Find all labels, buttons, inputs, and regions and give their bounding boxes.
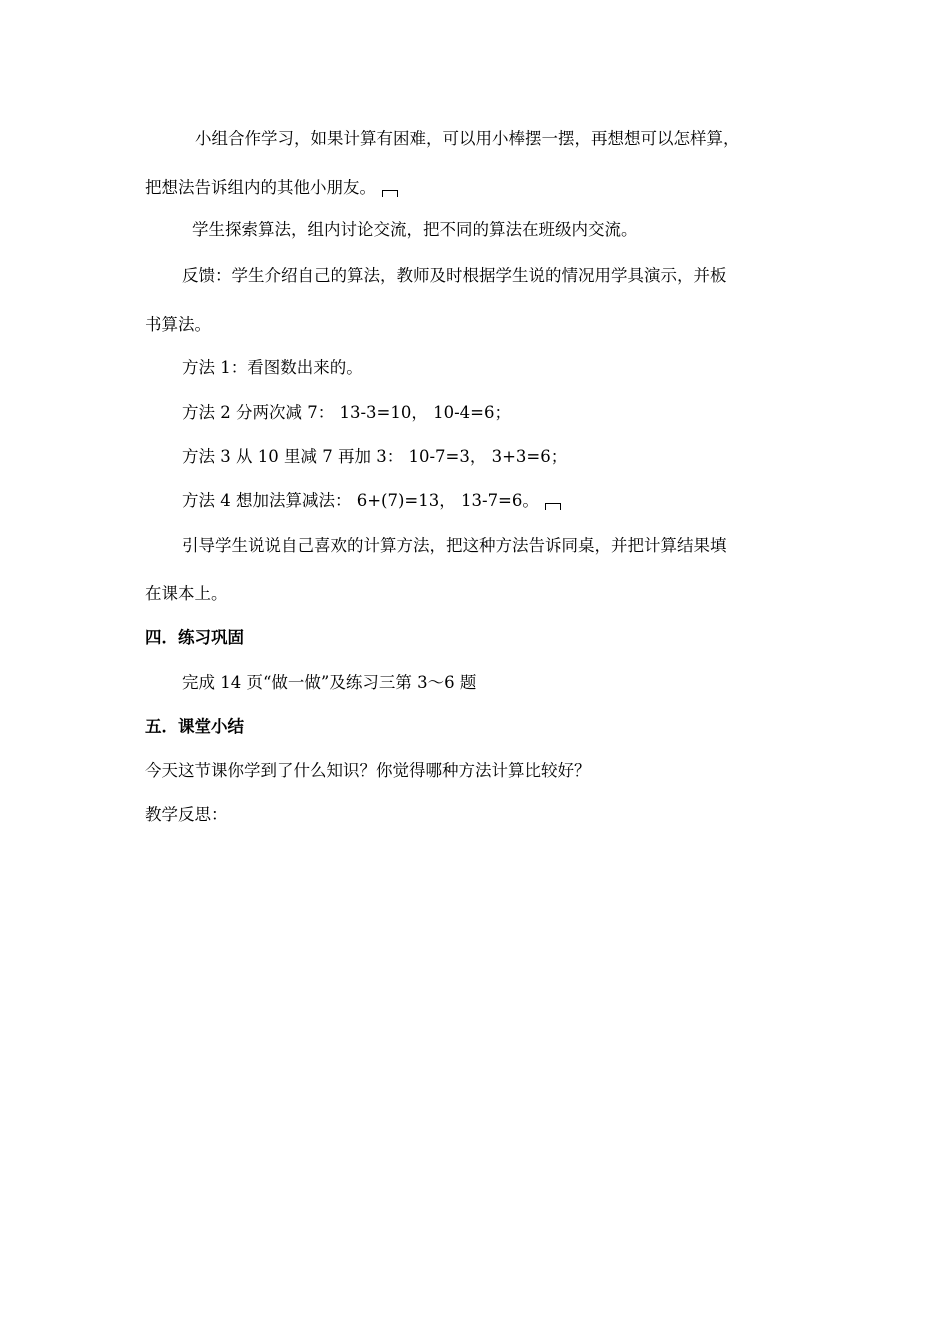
method-4-text: 方法 4 想加法算减法： 6+(7)=13， 13-7=6。 [182,491,539,510]
paragraph-group-work-line1: 小组合作学习，如果计算有困难，可以用小棒摆一摆，再想想可以怎样算， [195,129,740,148]
paragraph-group-work-line2-text: 把想法告诉组内的其他小朋友。 [145,178,376,197]
paragraph-mark-icon [545,503,561,510]
paragraph-feedback-line2: 书算法。 [145,315,211,334]
summary-question: 今天这节课你学到了什么知识？你觉得哪种方法计算比较好？ [145,761,591,780]
practice-task: 完成 14 页“做一做”及练习三第 3～6 题 [182,673,477,692]
paragraph-guide-line1: 引导学生说说自己喜欢的计算方法，把这种方法告诉同桌，并把计算结果填 [182,536,727,555]
method-1: 方法 1：看图数出来的。 [182,358,363,377]
paragraph-group-work-line2 [145,177,398,199]
paragraph-feedback-line1: 反馈：学生介绍自己的算法，教师及时根据学生说的情况用学具演示，并板 [182,266,727,285]
method-3: 方法 3 从 10 里减 7 再加 3： 10-7=3， 3+3=6； [182,447,568,466]
teaching-reflection-label: 教学反思： [145,805,228,824]
heading-summary: 五．课堂小结 [145,717,244,736]
paragraph-explore: 学生探索算法，组内讨论交流，把不同的算法在班级内交流。 [192,220,638,239]
method-4 [182,490,561,512]
paragraph-guide-line2: 在课本上。 [145,584,228,603]
heading-practice: 四．练习巩固 [145,628,244,647]
method-2: 方法 2 分两次减 7： 13-3=10， 10-4=6； [182,403,512,422]
paragraph-mark-icon [382,190,398,197]
